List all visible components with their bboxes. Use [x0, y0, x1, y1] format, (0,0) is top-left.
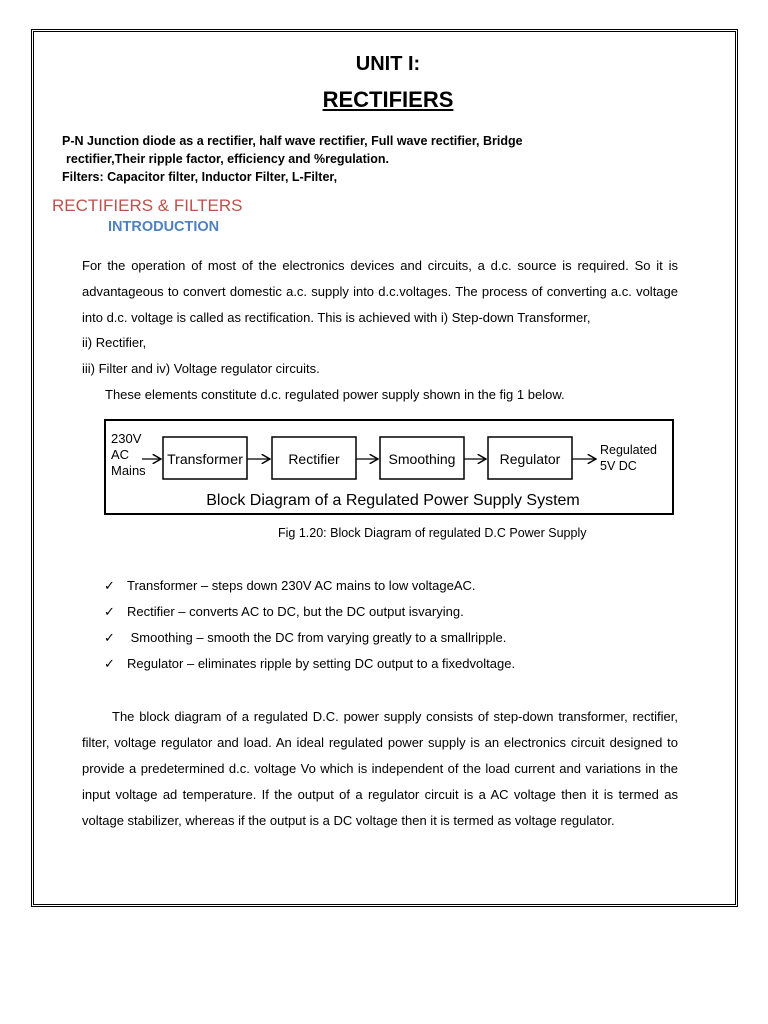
intro-paragraph: For the operation of most of the electronics devices and circuits, a d.c. source is required. So it is advantageous to convert domestic a.c. supply into d.c.voltages. The process of converting a.c. voltage into d.c. voltage is called as rectification. This is achieved with i) Step-down Transformer, — [82, 258, 678, 325]
list-item — [104, 602, 515, 628]
input-label-line-1: 230V — [111, 431, 142, 446]
input-label-line-2: AC — [111, 447, 130, 462]
unit-title: UNIT I: — [355, 53, 421, 75]
input-label-line-3: Mains — [111, 463, 146, 478]
checkmark-icon: ✓ — [104, 578, 115, 593]
body-paragraph: The block diagram of a regulated D.C. power supply consists of step-down transformer, rectifier, filter, voltage regulator and load. An ideal regulated power supply is an electronics circuit designed to provide a predetermined d.c. voltage Vo which is independent of the load current and variations in the input voltage ad temperature. If the output of a regulator circuit is a AC voltage then it is termed as voltage stabilizer, whereas if the output is a DC voltage then it is termed as voltage regulator. — [82, 709, 678, 828]
list-item-text: Regulator – eliminates ripple by setting DC output to a fixedvoltage. — [127, 656, 516, 671]
list-item-text: Rectifier – converts AC to DC, but the DC output isvarying. — [127, 604, 464, 619]
checkmark-icon: ✓ — [104, 656, 115, 671]
checkmark-icon: ✓ — [104, 630, 115, 645]
list-item-text: Smoothing – smooth the DC from varying greatly to a smallripple. — [127, 630, 507, 645]
output-label-line-2: 5V DC — [600, 459, 637, 473]
figure-caption: Fig 1.20: Block Diagram of regulated D.C Power Supply — [278, 526, 587, 540]
block-diagram-svg — [106, 421, 672, 513]
page-title: RECTIFIERS — [322, 87, 454, 112]
intro-constitute: These elements constitute d.c. regulated power supply shown in the fig 1 below. — [105, 387, 565, 402]
intro-item-3: iii) Filter and iv) Voltage regulator circuits. — [82, 361, 320, 376]
block-label-regulator: Regulator — [499, 451, 561, 467]
block-label-rectifier: Rectifier — [288, 451, 340, 467]
checklist — [104, 576, 515, 680]
output-label-line-1: Regulated — [600, 443, 657, 457]
syllabus-line-3: Filters: Capacitor filter, Inductor Filter, L-Filter, — [62, 170, 338, 184]
block-label-smoothing: Smoothing — [388, 451, 456, 467]
section-heading: RECTIFIERS & FILTERS — [52, 196, 243, 215]
block-diagram — [104, 419, 674, 515]
checkmark-icon: ✓ — [104, 604, 115, 619]
sub-heading: INTRODUCTION — [108, 219, 220, 235]
list-item — [104, 654, 515, 680]
intro-item-2: ii) Rectifier, — [82, 335, 147, 350]
list-item — [104, 628, 515, 654]
syllabus-line-1: P-N Junction diode as a rectifier, half wave rectifier, Full wave rectifier, Bridge — [62, 134, 523, 148]
diagram-title: Block Diagram of a Regulated Power Supply System — [206, 492, 580, 509]
block-label-transformer: Transformer — [167, 451, 243, 467]
list-item — [104, 576, 515, 602]
list-item-text: Transformer – steps down 230V AC mains to low voltageAC. — [127, 578, 476, 593]
syllabus-line-2: rectifier,Their ripple factor, efficiency and %regulation. — [66, 152, 390, 166]
